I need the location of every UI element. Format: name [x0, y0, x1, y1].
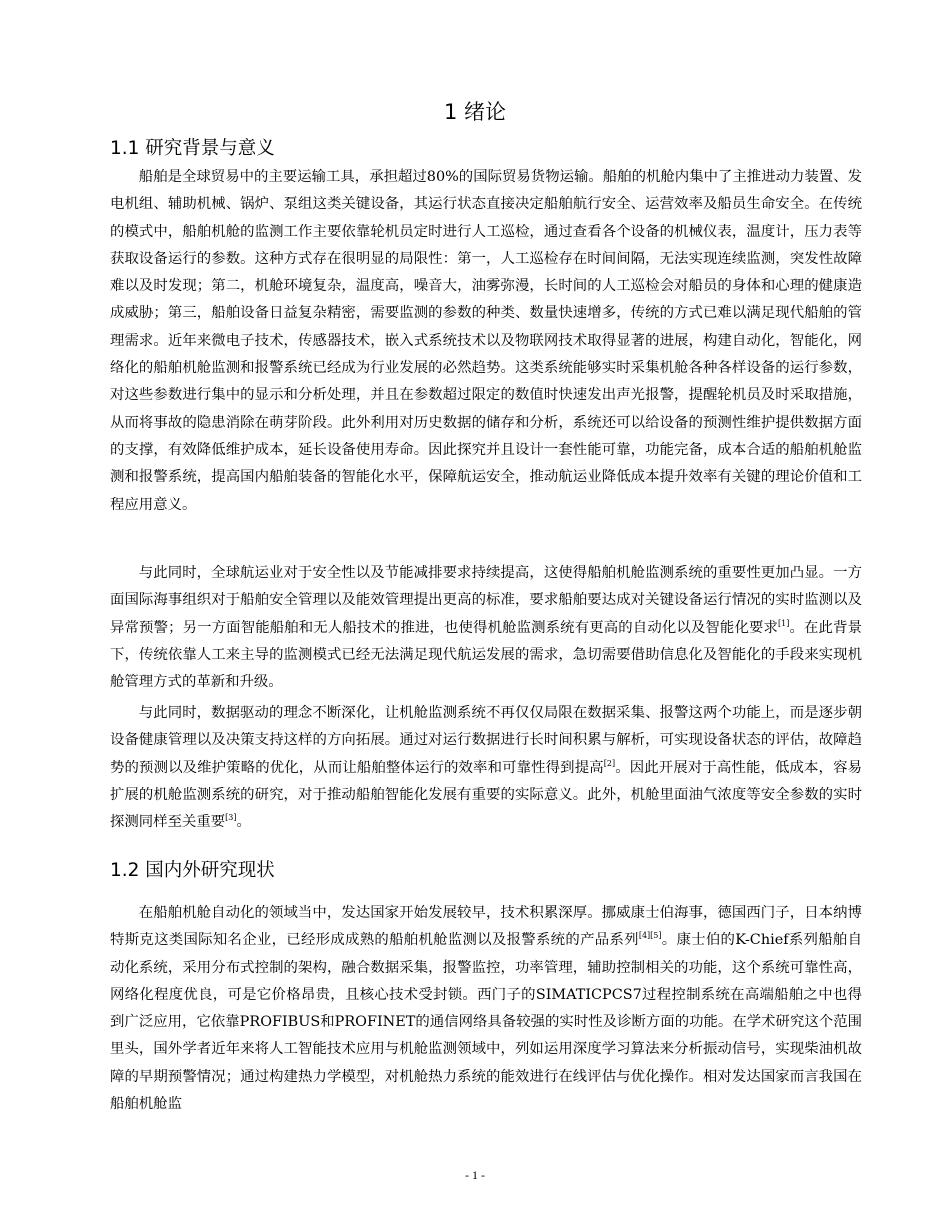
citation-marker: [4][5]	[638, 931, 662, 941]
paragraph-text: 与此同时，数据驱动的理念不断深化，让机舱监测系统不再仅仅局限在数据采集、报警这两个功能上，而是逐步朝设备健康管理以及决策支持这样的方向拓展。通过对运行数据进行长时间积累与解析，可实现设备状态的评估，故障趋势的预测以及维护策略的优化，从而让船舶整体运行的效率和可靠性得到提高	[110, 705, 862, 776]
paragraph-text: 在船舶机舱自动化的领域当中，发达国家开始发展较早，技术积累深厚。挪威康士伯海事，德国西门子，日本纳博特斯克这类国际知名企业，已经形成成熟的船舶机舱监测以及报警系统的产品系列	[110, 905, 862, 949]
page-number: - 1 -	[465, 1168, 485, 1182]
section-heading-research-status: 1.2 国内外研究现状	[110, 860, 275, 881]
paragraph	[110, 700, 862, 836]
citation-marker: [3]	[225, 813, 237, 823]
section-heading-background: 1.1 研究背景与意义	[110, 138, 275, 159]
paragraph-text: 与此同时，全球航运业对于安全性以及节能减排要求持续提高，这使得船舶机舱监测系统的重要性更加凸显。一方面国际海事组织对于船舶安全管理以及能效管理提出更高的标准，要求船舶要达成对关键设备运行情况的实时监测以及异常预警；另一方面智能船舶和无人船技术的推进，也使得机舱监测系统有更高的自动化以及智能化要求	[110, 565, 862, 636]
paragraph-text: 。康士伯的K-Chief系列船舶自动化系统，采用分布式控制的架构，融合数据采集，报警监控，功率管理，辅助控制相关的功能，这个系统可靠性高，网络化程度优良，可是它价格昂贵，且核心技术受封锁。西门子的SIMATICPCS7过程控制系统在高端船舶之中也得到广泛应用，它依靠PROFIBUS和PROFINET的通信网络具备较强的实时性及诊断方面的功能。在学术研究这个范围里头，国外学者近年来将人工智能技术应用与机舱监测领域中，列如运用深度学习算法来分析振动信号，实现柴油机故障的早期预警情况；通过构建热力学模型，对机舱热力系统的能效进行在线评估与优化操作。相对发达国家而言我国在船舶机舱监	[110, 932, 862, 1113]
paragraph	[110, 560, 862, 696]
citation-marker: [1]	[778, 618, 790, 628]
paragraph-text: 。	[236, 814, 251, 831]
paragraph: 船舶是全球贸易中的主要运输工具，承担超过80%的国际贸易货物运输。船舶的机舱内集中了主推进动力装置、发电机组、辅助机械、锅炉、泵组这类关键设备，其运行状态直接决定船舶航行安全、运营效率及船员生命安全。在传统的模式中，船舶机舱的监测工作主要依靠轮机员定时进行人工巡检，通过查看各个设备的机械仪表，温度计，压力表等获取设备运行的参数。这种方式存在很明显的局限性：第一，人工巡检存在时间间隔，无法实现连续监测，突发性故障难以及时发现；第二，机舱环境复杂，温度高，噪音大，油雾弥漫，长时间的人工巡检会对船员的身体和心理的健康造成威胁；第三，船舶设备日益复杂精密，需要监测的参数的种类、数量快速增多，传统的方式已难以满足现代船舶的管理需求。近年来微电子技术，传感器技术，嵌入式系统技术以及物联网技术取得显著的进展，构建自动化，智能化，网络化的船舶机舱监测和报警系统已经成为行业发展的必然趋势。这类系统能够实时采集机舱各种各样设备的运行参数，对这些参数进行集中的显示和分析处理，并且在参数超过限定的数值时快速发出声光报警，提醒轮机员及时采取措施，从而将事故的隐患消除在萌芽阶段。此外利用对历史数据的储存和分析，系统还可以给设备的预测性维护提供数据方面的支撑，有效降低维护成本，延长设备使用寿命。因此探究并且设计一套性能可靠，功能完备，成本合适的船舶机舱监测和报警系统，提高国内船舶装备的智能化水平，保障航运安全，推动航运业降低成本提升效率有关键的理论价值和工程应用意义。	[110, 169, 862, 513]
paragraph	[110, 900, 862, 1118]
chapter-title: 1 绪论	[443, 100, 507, 124]
paragraph-text: 。因此开展对于高性能，低成本，容易扩展的机舱监测系统的研究，对于推动船舶智能化发展有重要的实际意义。此外，机舱里面油气浓度等安全参数的实时探测同样至关重要	[110, 759, 862, 831]
citation-marker: [2]	[603, 758, 616, 768]
paragraph-text: 。在此背景下，传统依靠人工来主导的监测模式已经无法满足现代航运发展的需求，急切需要借助信息化及智能化的手段来实现机舱管理方式的革新和升级。	[110, 619, 862, 691]
